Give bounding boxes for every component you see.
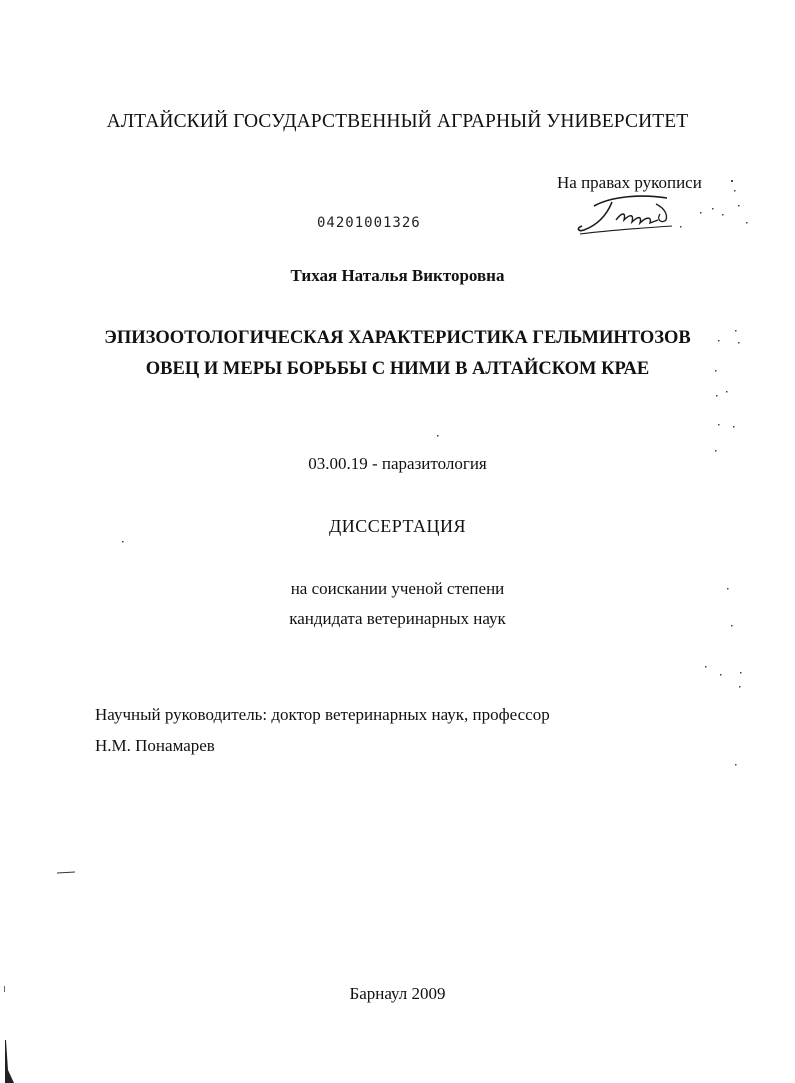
signature-image [572,190,682,238]
supervisor-line-2: Н.М. Понамарев [95,736,215,755]
specialty-code: 03.00.19 - паразитология [308,454,487,473]
author-name: Тихая Наталья Викторовна [290,266,505,285]
manuscript-rights-label: На правах рукописи [557,173,702,192]
city-year: Барнаул 2009 [349,984,446,1003]
catalog-number: 04201001326 [317,215,421,231]
supervisor-line-1: Научный руководитель: доктор ветеринарных наук, профессор [95,705,550,724]
degree-line-1: на соискании ученой степени [290,579,505,598]
thesis-title-line-1: ЭПИЗООТОЛОГИЧЕСКАЯ ХАРАКТЕРИСТИКА ГЕЛЬМИНТОЗОВ [104,328,691,348]
document-type: ДИССЕРТАЦИЯ [328,516,467,536]
university-name: АЛТАЙСКИЙ ГОСУДАРСТВЕННЫЙ АГРАРНЫЙ УНИВЕРСИТЕТ [106,111,689,132]
thesis-title-line-2: ОВЕЦ И МЕРЫ БОРЬБЫ С НИМИ В АЛТАЙСКОМ КРАЕ [145,359,650,379]
degree-line-2: кандидата ветеринарных наук [289,609,506,628]
